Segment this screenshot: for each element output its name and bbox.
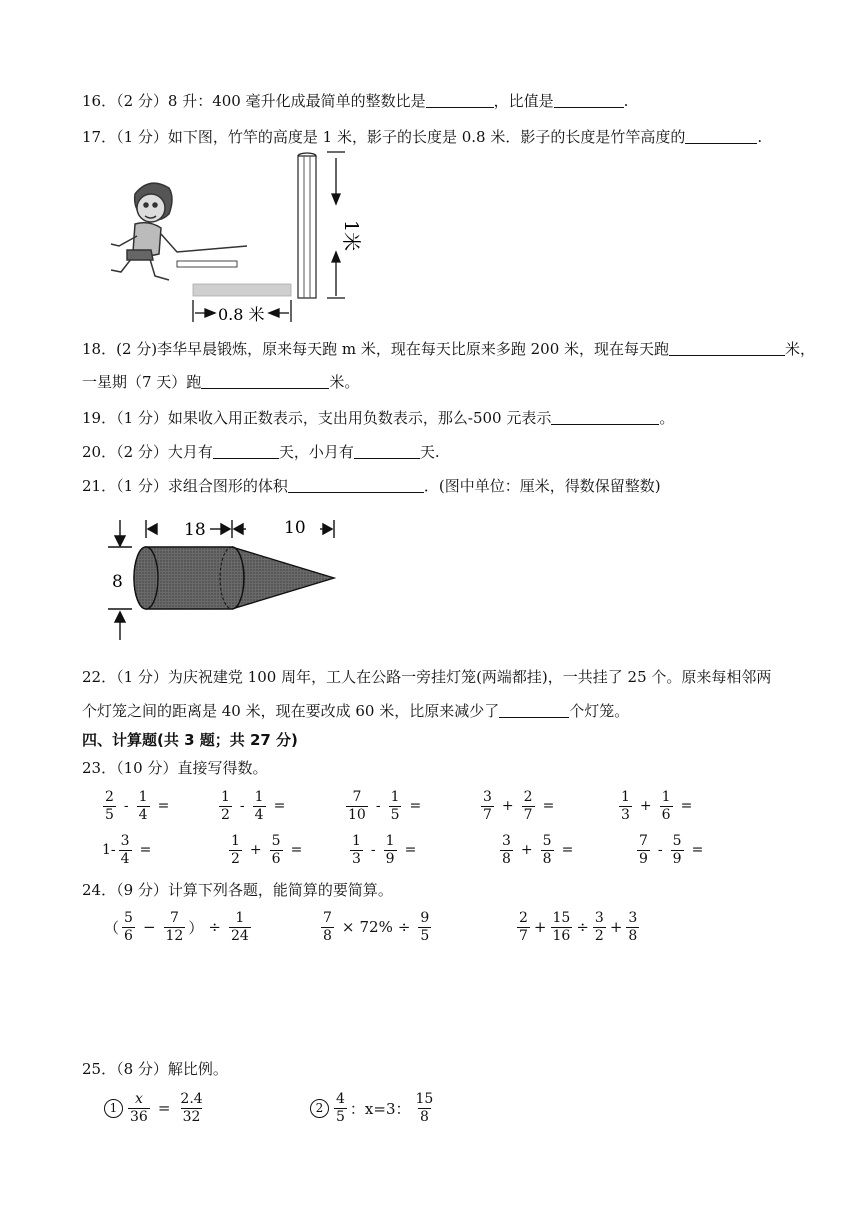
denominator: 2 bbox=[594, 927, 604, 944]
denominator: 5 bbox=[420, 927, 430, 944]
answer-blank[interactable] bbox=[499, 703, 569, 718]
numerator: 1 bbox=[390, 789, 400, 805]
denominator: 9 bbox=[385, 850, 395, 867]
numerator: 5 bbox=[672, 833, 682, 849]
numerator: 2 bbox=[523, 789, 533, 805]
fraction bbox=[517, 911, 530, 943]
operator: = bbox=[157, 798, 170, 815]
q16-text: 16．（2 分）8 升：400 毫升化成最简单的整数比是 bbox=[82, 92, 426, 110]
circled-number: 1 bbox=[104, 1099, 123, 1118]
numerator: 3 bbox=[483, 789, 492, 805]
question-22-line-1 bbox=[82, 666, 771, 687]
question-20 bbox=[82, 441, 440, 462]
fraction bbox=[219, 790, 232, 822]
cylinder-shape bbox=[134, 547, 244, 609]
question-22-line-2 bbox=[82, 700, 629, 721]
math-text: 1- bbox=[102, 842, 116, 859]
operator: ÷ bbox=[208, 918, 221, 937]
q18-text: 米， bbox=[785, 340, 816, 358]
shadow-label: 0.8 米 bbox=[218, 305, 265, 324]
fraction bbox=[522, 790, 535, 822]
operator: + bbox=[533, 918, 547, 937]
math-text: ：x=3： bbox=[349, 1099, 411, 1118]
operator: = bbox=[680, 798, 693, 815]
q17-text: 17．（1 分）如下图，竹竿的高度是 1 米，影子的长度是 0.8 米．影子的长度是竹竿高度的 bbox=[82, 128, 686, 146]
operator: - bbox=[239, 798, 245, 815]
fraction bbox=[593, 911, 606, 943]
expr-23-9 bbox=[497, 834, 578, 866]
denominator: 7 bbox=[483, 806, 492, 823]
operator: × bbox=[341, 918, 355, 937]
expr-24-3 bbox=[514, 911, 642, 943]
numerator: 1 bbox=[138, 789, 148, 805]
fraction bbox=[350, 834, 363, 866]
denominator: 8 bbox=[323, 927, 332, 944]
section-heading: 四、计算题(共 3 题；共 27 分) bbox=[82, 731, 298, 749]
numerator: 1 bbox=[231, 833, 240, 849]
proportion-2 bbox=[310, 1092, 438, 1124]
cone-length-label: 10 bbox=[284, 518, 306, 538]
fraction bbox=[128, 1092, 150, 1124]
numerator: 3 bbox=[594, 910, 604, 926]
denominator: 2 bbox=[231, 850, 240, 867]
proportion-1 bbox=[104, 1092, 208, 1124]
circled-number: 2 bbox=[310, 1099, 329, 1118]
q18-text: 一星期（7 天）跑 bbox=[82, 373, 202, 391]
expr-23-3 bbox=[343, 790, 426, 822]
fraction bbox=[334, 1092, 347, 1124]
expr-24-2 bbox=[318, 911, 434, 943]
denominator: 6 bbox=[124, 927, 133, 944]
denominator: 5 bbox=[105, 806, 114, 823]
fraction bbox=[321, 911, 334, 943]
fraction bbox=[637, 834, 650, 866]
denominator: 7 bbox=[523, 806, 533, 823]
fraction bbox=[346, 790, 368, 822]
denominator: 9 bbox=[639, 850, 648, 867]
question-23: 23．（10 分）直接写得数。 bbox=[82, 759, 268, 777]
expr-23-10 bbox=[634, 834, 708, 866]
math-text: （ bbox=[104, 918, 120, 937]
fraction bbox=[418, 911, 431, 943]
operator: = bbox=[409, 798, 422, 815]
expr-23-8 bbox=[347, 834, 421, 866]
q20-text: 天. bbox=[419, 443, 440, 461]
numerator: 15 bbox=[552, 910, 571, 926]
q19-text: 19．（1 分）如果收入用正数表示，支出用负数表示，那么-500 元表示 bbox=[82, 409, 552, 427]
operator: + bbox=[609, 918, 623, 937]
operator: = bbox=[404, 842, 417, 859]
numerator: 1 bbox=[352, 833, 361, 849]
q22-text: 个灯笼之间的距离是 40 米，现在要改成 60 米，比原来减少了 bbox=[82, 702, 500, 720]
expr-23-4 bbox=[478, 790, 559, 822]
operator: - bbox=[657, 842, 663, 859]
numerator: x bbox=[134, 1091, 143, 1107]
cone-shape bbox=[232, 547, 334, 609]
numerator: 5 bbox=[124, 910, 133, 926]
numerator: 1 bbox=[254, 789, 264, 805]
fraction bbox=[164, 911, 186, 943]
height-label: 1米 bbox=[340, 220, 362, 252]
numerator: 1 bbox=[385, 833, 395, 849]
operator: ÷ bbox=[576, 918, 589, 937]
fraction bbox=[626, 911, 639, 943]
denominator: 7 bbox=[519, 927, 528, 944]
numerator: 1 bbox=[621, 789, 630, 805]
fraction bbox=[481, 790, 494, 822]
operator: - bbox=[375, 798, 381, 815]
fraction bbox=[541, 834, 554, 866]
expr-23-5 bbox=[616, 790, 697, 822]
denominator: 8 bbox=[542, 850, 552, 867]
fraction bbox=[229, 834, 242, 866]
denominator: 2 bbox=[221, 806, 230, 823]
numerator: 9 bbox=[420, 910, 430, 926]
numerator: 4 bbox=[336, 1091, 345, 1107]
diameter-label: 8 bbox=[112, 572, 123, 592]
math-text: 72% bbox=[359, 918, 393, 937]
denominator: 9 bbox=[672, 850, 682, 867]
answer-blank[interactable] bbox=[554, 93, 624, 108]
numerator: 7 bbox=[639, 833, 648, 849]
answer-blank[interactable] bbox=[354, 444, 420, 459]
fraction bbox=[253, 790, 266, 822]
numerator: 2.4 bbox=[180, 1091, 203, 1107]
numerator: 5 bbox=[271, 833, 281, 849]
expr-23-6 bbox=[102, 834, 156, 866]
answer-blank[interactable] bbox=[426, 93, 494, 108]
operator: = bbox=[290, 842, 303, 859]
q18-text: 米。 bbox=[329, 373, 360, 391]
numerator: 7 bbox=[352, 789, 362, 805]
bamboo-pole bbox=[298, 153, 316, 298]
numerator: 7 bbox=[169, 910, 179, 926]
question-24: 24．（9 分）计算下列各题，能简算的要简算。 bbox=[82, 881, 393, 899]
denominator: 5 bbox=[336, 1108, 345, 1125]
numerator: 2 bbox=[105, 789, 114, 805]
expr-23-2 bbox=[216, 790, 290, 822]
stick bbox=[177, 261, 237, 267]
fraction bbox=[270, 834, 283, 866]
operator: - bbox=[123, 798, 129, 815]
numerator: 7 bbox=[323, 910, 332, 926]
fraction bbox=[619, 790, 632, 822]
operator: ÷ bbox=[397, 918, 411, 937]
q18-text: 18．(2 分)李华早晨锻炼，原来每天跑 m 米，现在每天比原来多跑 200 米，现在每天跑 bbox=[82, 340, 670, 358]
q21-text: 21．（1 分）求组合图形的体积 bbox=[82, 477, 288, 495]
fraction bbox=[384, 834, 397, 866]
fraction bbox=[103, 790, 116, 822]
pole-shadow-figure bbox=[105, 150, 362, 330]
denominator: 6 bbox=[661, 806, 671, 823]
fraction bbox=[137, 790, 150, 822]
answer-blank[interactable] bbox=[201, 374, 329, 389]
answer-blank[interactable] bbox=[685, 129, 757, 144]
numerator: 1 bbox=[661, 789, 671, 805]
denominator: 3 bbox=[621, 806, 630, 823]
operator: = bbox=[273, 798, 286, 815]
expr-23-7 bbox=[226, 834, 307, 866]
operator: − bbox=[142, 918, 156, 937]
operator: + bbox=[639, 798, 652, 815]
numerator: 5 bbox=[542, 833, 552, 849]
denominator: 32 bbox=[182, 1108, 201, 1125]
denominator: 4 bbox=[138, 806, 148, 823]
numerator: 2 bbox=[519, 910, 528, 926]
fraction bbox=[122, 911, 135, 943]
numerator: 3 bbox=[628, 910, 638, 926]
length-dimensions bbox=[146, 520, 334, 538]
question-21 bbox=[82, 475, 661, 496]
fraction bbox=[414, 1092, 436, 1124]
numerator: 3 bbox=[120, 833, 130, 849]
denominator: 10 bbox=[348, 806, 366, 823]
fraction bbox=[229, 911, 251, 943]
question-25: 25．（8 分）解比例。 bbox=[82, 1060, 228, 1078]
operator: - bbox=[370, 842, 376, 859]
numerator: 1 bbox=[235, 910, 245, 926]
cylinder-length-label: 18 bbox=[184, 520, 206, 540]
operator: + bbox=[501, 798, 514, 815]
denominator: 36 bbox=[130, 1108, 148, 1125]
operator: = bbox=[561, 842, 574, 859]
q16-text: . bbox=[623, 92, 629, 110]
fraction bbox=[671, 834, 684, 866]
fraction bbox=[119, 834, 132, 866]
denominator: 5 bbox=[390, 806, 400, 823]
expr-24-1 bbox=[104, 911, 254, 943]
answer-blank[interactable] bbox=[213, 444, 279, 459]
q21-text: ．(图中单位：厘米，得数保留整数) bbox=[423, 477, 661, 495]
question-18-line-2 bbox=[82, 371, 359, 392]
expr-23-1 bbox=[100, 790, 174, 822]
q17-text: . bbox=[757, 128, 763, 146]
denominator: 16 bbox=[552, 927, 571, 944]
numerator: 3 bbox=[502, 833, 511, 849]
answer-blank[interactable] bbox=[669, 341, 785, 356]
cylinder-cone-figure bbox=[100, 512, 350, 647]
operator: = bbox=[139, 842, 152, 859]
answer-blank[interactable] bbox=[551, 410, 659, 425]
denominator: 24 bbox=[230, 927, 249, 944]
operator: + bbox=[520, 842, 533, 859]
answer-blank[interactable] bbox=[288, 478, 424, 493]
question-19 bbox=[82, 407, 674, 428]
q19-text: 。 bbox=[659, 409, 675, 427]
operator: = bbox=[542, 798, 555, 815]
operator: = bbox=[157, 1099, 171, 1118]
fraction bbox=[178, 1092, 204, 1124]
q20-text: 天，小月有 bbox=[278, 443, 354, 461]
fraction bbox=[551, 911, 573, 943]
denominator: 8 bbox=[628, 927, 638, 944]
question-17 bbox=[82, 126, 762, 147]
operator: = bbox=[691, 842, 704, 859]
denominator: 4 bbox=[254, 806, 264, 823]
fraction bbox=[500, 834, 513, 866]
q16-text: ，比值是 bbox=[493, 92, 554, 110]
q20-text: 20．（2 分）大月有 bbox=[82, 443, 213, 461]
shadow bbox=[193, 284, 291, 296]
numerator: 15 bbox=[415, 1091, 434, 1107]
operator: + bbox=[249, 842, 262, 859]
denominator: 8 bbox=[419, 1108, 429, 1125]
denominator: 4 bbox=[120, 850, 130, 867]
fraction bbox=[660, 790, 673, 822]
denominator: 12 bbox=[165, 927, 184, 944]
q22-text: 个灯笼。 bbox=[569, 702, 630, 720]
denominator: 6 bbox=[271, 850, 281, 867]
denominator: 8 bbox=[502, 850, 511, 867]
math-text: ） bbox=[188, 918, 204, 937]
fraction bbox=[389, 790, 402, 822]
numerator: 1 bbox=[221, 789, 230, 805]
q22-text: 22．（1 分）为庆祝建党 100 周年，工人在公路一旁挂灯笼(两端都挂)，一共挂了 25 个。原来每相邻两 bbox=[82, 668, 772, 686]
question-18-line-1 bbox=[82, 338, 815, 359]
denominator: 3 bbox=[352, 850, 361, 867]
question-16 bbox=[82, 90, 628, 111]
